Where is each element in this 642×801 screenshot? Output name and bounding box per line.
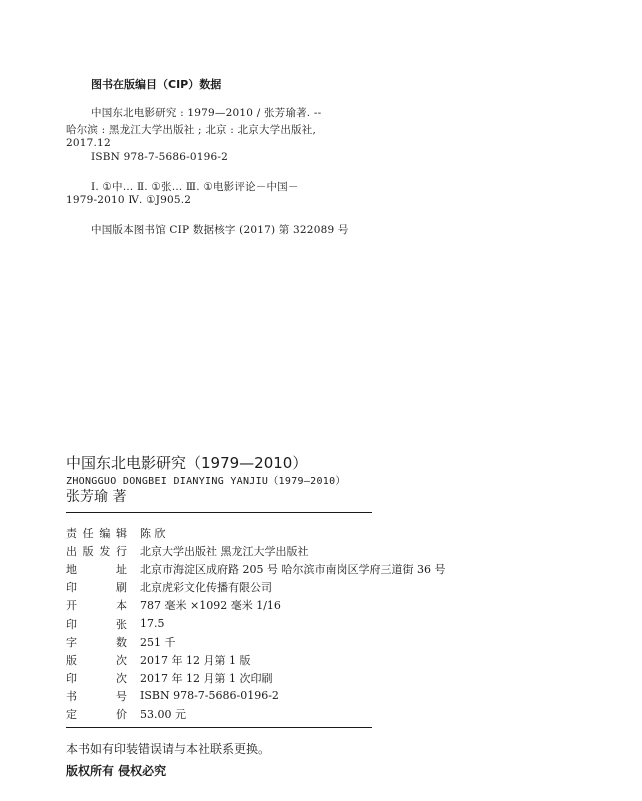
info-value: 北京市海淀区成府路 205 号 哈尔滨市南岗区学府三道街 36 号 bbox=[140, 563, 446, 577]
info-value: 17.5 bbox=[140, 617, 165, 631]
bottom-divider bbox=[66, 727, 372, 728]
info-label: 字 数 bbox=[66, 635, 127, 649]
info-row-price bbox=[66, 705, 445, 723]
info-label: 定 价 bbox=[66, 707, 127, 721]
info-label: 地 址 bbox=[66, 563, 127, 577]
cip-line-3: 2017.12 bbox=[66, 137, 111, 149]
info-label: 责任编辑 bbox=[66, 527, 127, 541]
cip-line-2: 哈尔滨 : 黑龙江大学出版社 ; 北京 : 北京大学出版社, bbox=[66, 124, 316, 136]
cip-line-4: ISBN 978-7-5686-0196-2 bbox=[91, 151, 229, 163]
info-row-printer bbox=[66, 578, 445, 596]
info-row-isbn bbox=[66, 687, 445, 705]
cip-line-7: 中国版本图书馆 CIP 数据核字 (2017) 第 322089 号 bbox=[91, 224, 349, 236]
info-value: ISBN 978-7-5686-0196-2 bbox=[140, 689, 279, 703]
info-value: 北京大学出版社 黑龙江大学出版社 bbox=[140, 545, 309, 559]
info-value: 2017 年 12 月第 1 版 bbox=[140, 653, 251, 667]
cip-line-5: Ⅰ. ①中… Ⅱ. ①张… Ⅲ. ①电影评论－中国－ bbox=[91, 181, 299, 193]
book-title-pinyin: ZHONGGUO DONGBEI DIANYING YANJIU（1979—2010） bbox=[66, 476, 346, 487]
info-row-editor bbox=[66, 524, 445, 542]
info-label: 书 号 bbox=[66, 689, 127, 703]
info-row-format bbox=[66, 596, 445, 614]
info-value: 53.00 元 bbox=[140, 707, 186, 721]
cip-heading: 图书在版编目（CIP）数据 bbox=[91, 78, 222, 91]
info-label: 印 次 bbox=[66, 671, 127, 685]
info-value: 787 毫米 ×1092 毫米 1/16 bbox=[140, 599, 281, 613]
info-label: 版 次 bbox=[66, 653, 127, 667]
info-row-printing bbox=[66, 669, 445, 687]
info-row-edition bbox=[66, 651, 445, 669]
info-label: 印 张 bbox=[66, 617, 127, 631]
info-value: 2017 年 12 月第 1 次印刷 bbox=[140, 671, 273, 685]
info-row-address bbox=[66, 560, 445, 578]
top-divider bbox=[66, 512, 372, 513]
info-label: 印 刷 bbox=[66, 581, 127, 595]
info-label: 出版发行 bbox=[66, 545, 127, 559]
info-value: 北京虎彩文化传播有限公司 bbox=[140, 581, 272, 595]
book-title: 中国东北电影研究（1979—2010） bbox=[66, 454, 308, 472]
info-row-wordcount bbox=[66, 633, 445, 651]
publication-info-list bbox=[66, 524, 445, 723]
cip-line-6: 1979-2010 Ⅳ. ①J905.2 bbox=[66, 194, 192, 206]
replacement-notice: 本书如有印装错误请与本社联系更换。 bbox=[66, 742, 271, 756]
book-author: 张芳瑜 著 bbox=[66, 489, 127, 505]
info-value: 陈 欣 bbox=[140, 527, 166, 541]
info-value: 251 千 bbox=[140, 635, 176, 649]
copyright-notice: 版权所有 侵权必究 bbox=[66, 764, 167, 778]
info-row-sheets bbox=[66, 614, 445, 632]
cip-line-1: 中国东北电影研究 : 1979—2010 / 张芳瑜著. -- bbox=[91, 107, 322, 119]
info-row-publisher bbox=[66, 542, 445, 560]
info-label: 开 本 bbox=[66, 599, 127, 613]
